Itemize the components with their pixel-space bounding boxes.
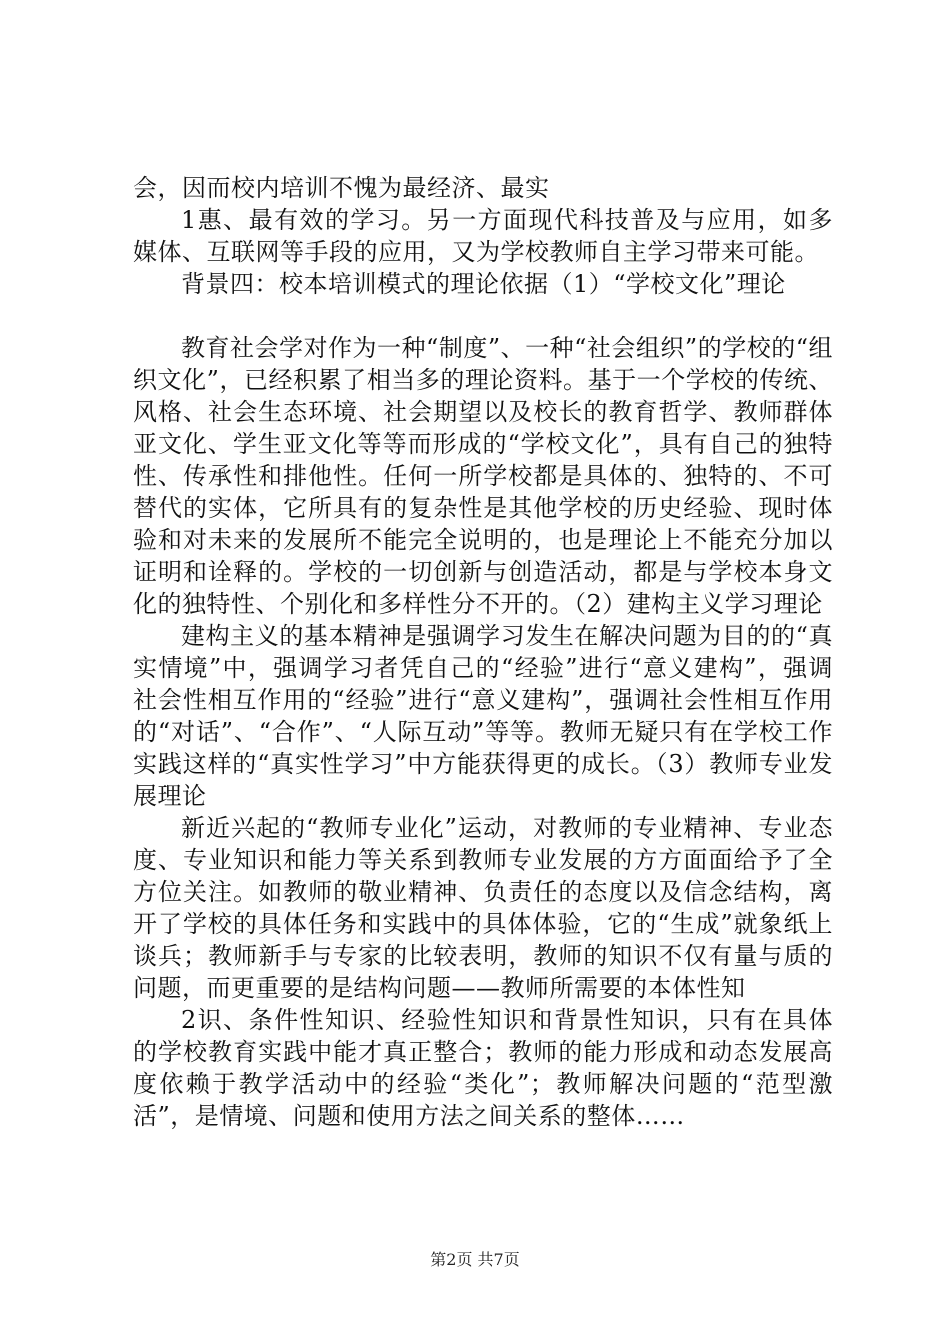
- page-number-footer: 第2页 共7页: [430, 1250, 520, 1269]
- section-heading-background-4: 背景四：校本培训模式的理论依据（1）“学校文化”理论: [181, 270, 786, 298]
- paragraph-constructivism: 建构主义的基本精神是强调学习发生在解决问题为目的的“真实情境”中，强调学习者凭自己的“经验”进行“意义建构”，强调社会性相互作用的“经验”进行“意义建构”，强调社会性相互作用的“对话”、“合作”、“人际互动”等等。教师无疑只有在学校工作实践这样的“真实性学习”中方能获得更的成长。（3）教师专业发展理论: [133, 622, 833, 810]
- paragraph-knowledge-integration: 2识、条件性知识、经验性知识和背景性知识，只有在具体的学校教育实践中能才真正整合；教师的能力形成和动态发展高度依赖于教学活动中的经验“类化”；教师解决问题的“范型激活”，是情境、问题和使用方法之间关系的整体……: [133, 1006, 833, 1130]
- paragraph-continuation: 会，因而校内培训不愧为最经济、最实: [133, 174, 550, 202]
- paragraph-spacer: [133, 300, 833, 332]
- paragraph-1: 1惠、最有效的学习。另一方面现代科技普及与应用，如多媒体、互联网等手段的应用，又为学校教师自主学习带来可能。: [133, 206, 833, 266]
- paragraph-teacher-development: 新近兴起的“教师专业化”运动，对教师的专业精神、专业态度、专业知识和能力等关系到教师专业发展的方方面面给予了全方位关注。如教师的敬业精神、负责任的态度以及信念结构，离开了学校的具体任务和实践中的具体体验，它的“生成”就象纸上谈兵；教师新手与专家的比较表明，教师的知识不仅有量与质的问题，而更重要的是结构问题——教师所需要的本体性知: [133, 814, 833, 1002]
- document-body: [133, 172, 833, 1132]
- paragraph-school-culture: 教育社会学对作为一种“制度”、一种“社会组织”的学校的“组织文化”，已经积累了相当多的理论资料。基于一个学校的传统、风格、社会生态环境、社会期望以及校长的教育哲学、教师群体亚文化、学生亚文化等等而形成的“学校文化”，具有自己的独特性、传承性和排他性。任何一所学校都是具体的、独特的、不可替代的实体，它所具有的复杂性是其他学校的历史经验、现时体验和对未来的发展所不能完全说明的，也是理论上不能充分加以证明和诠释的。学校的一切创新与创造活动，都是与学校本身文化的独特性、个别化和多样性分不开的。（2）建构主义学习理论: [133, 334, 833, 618]
